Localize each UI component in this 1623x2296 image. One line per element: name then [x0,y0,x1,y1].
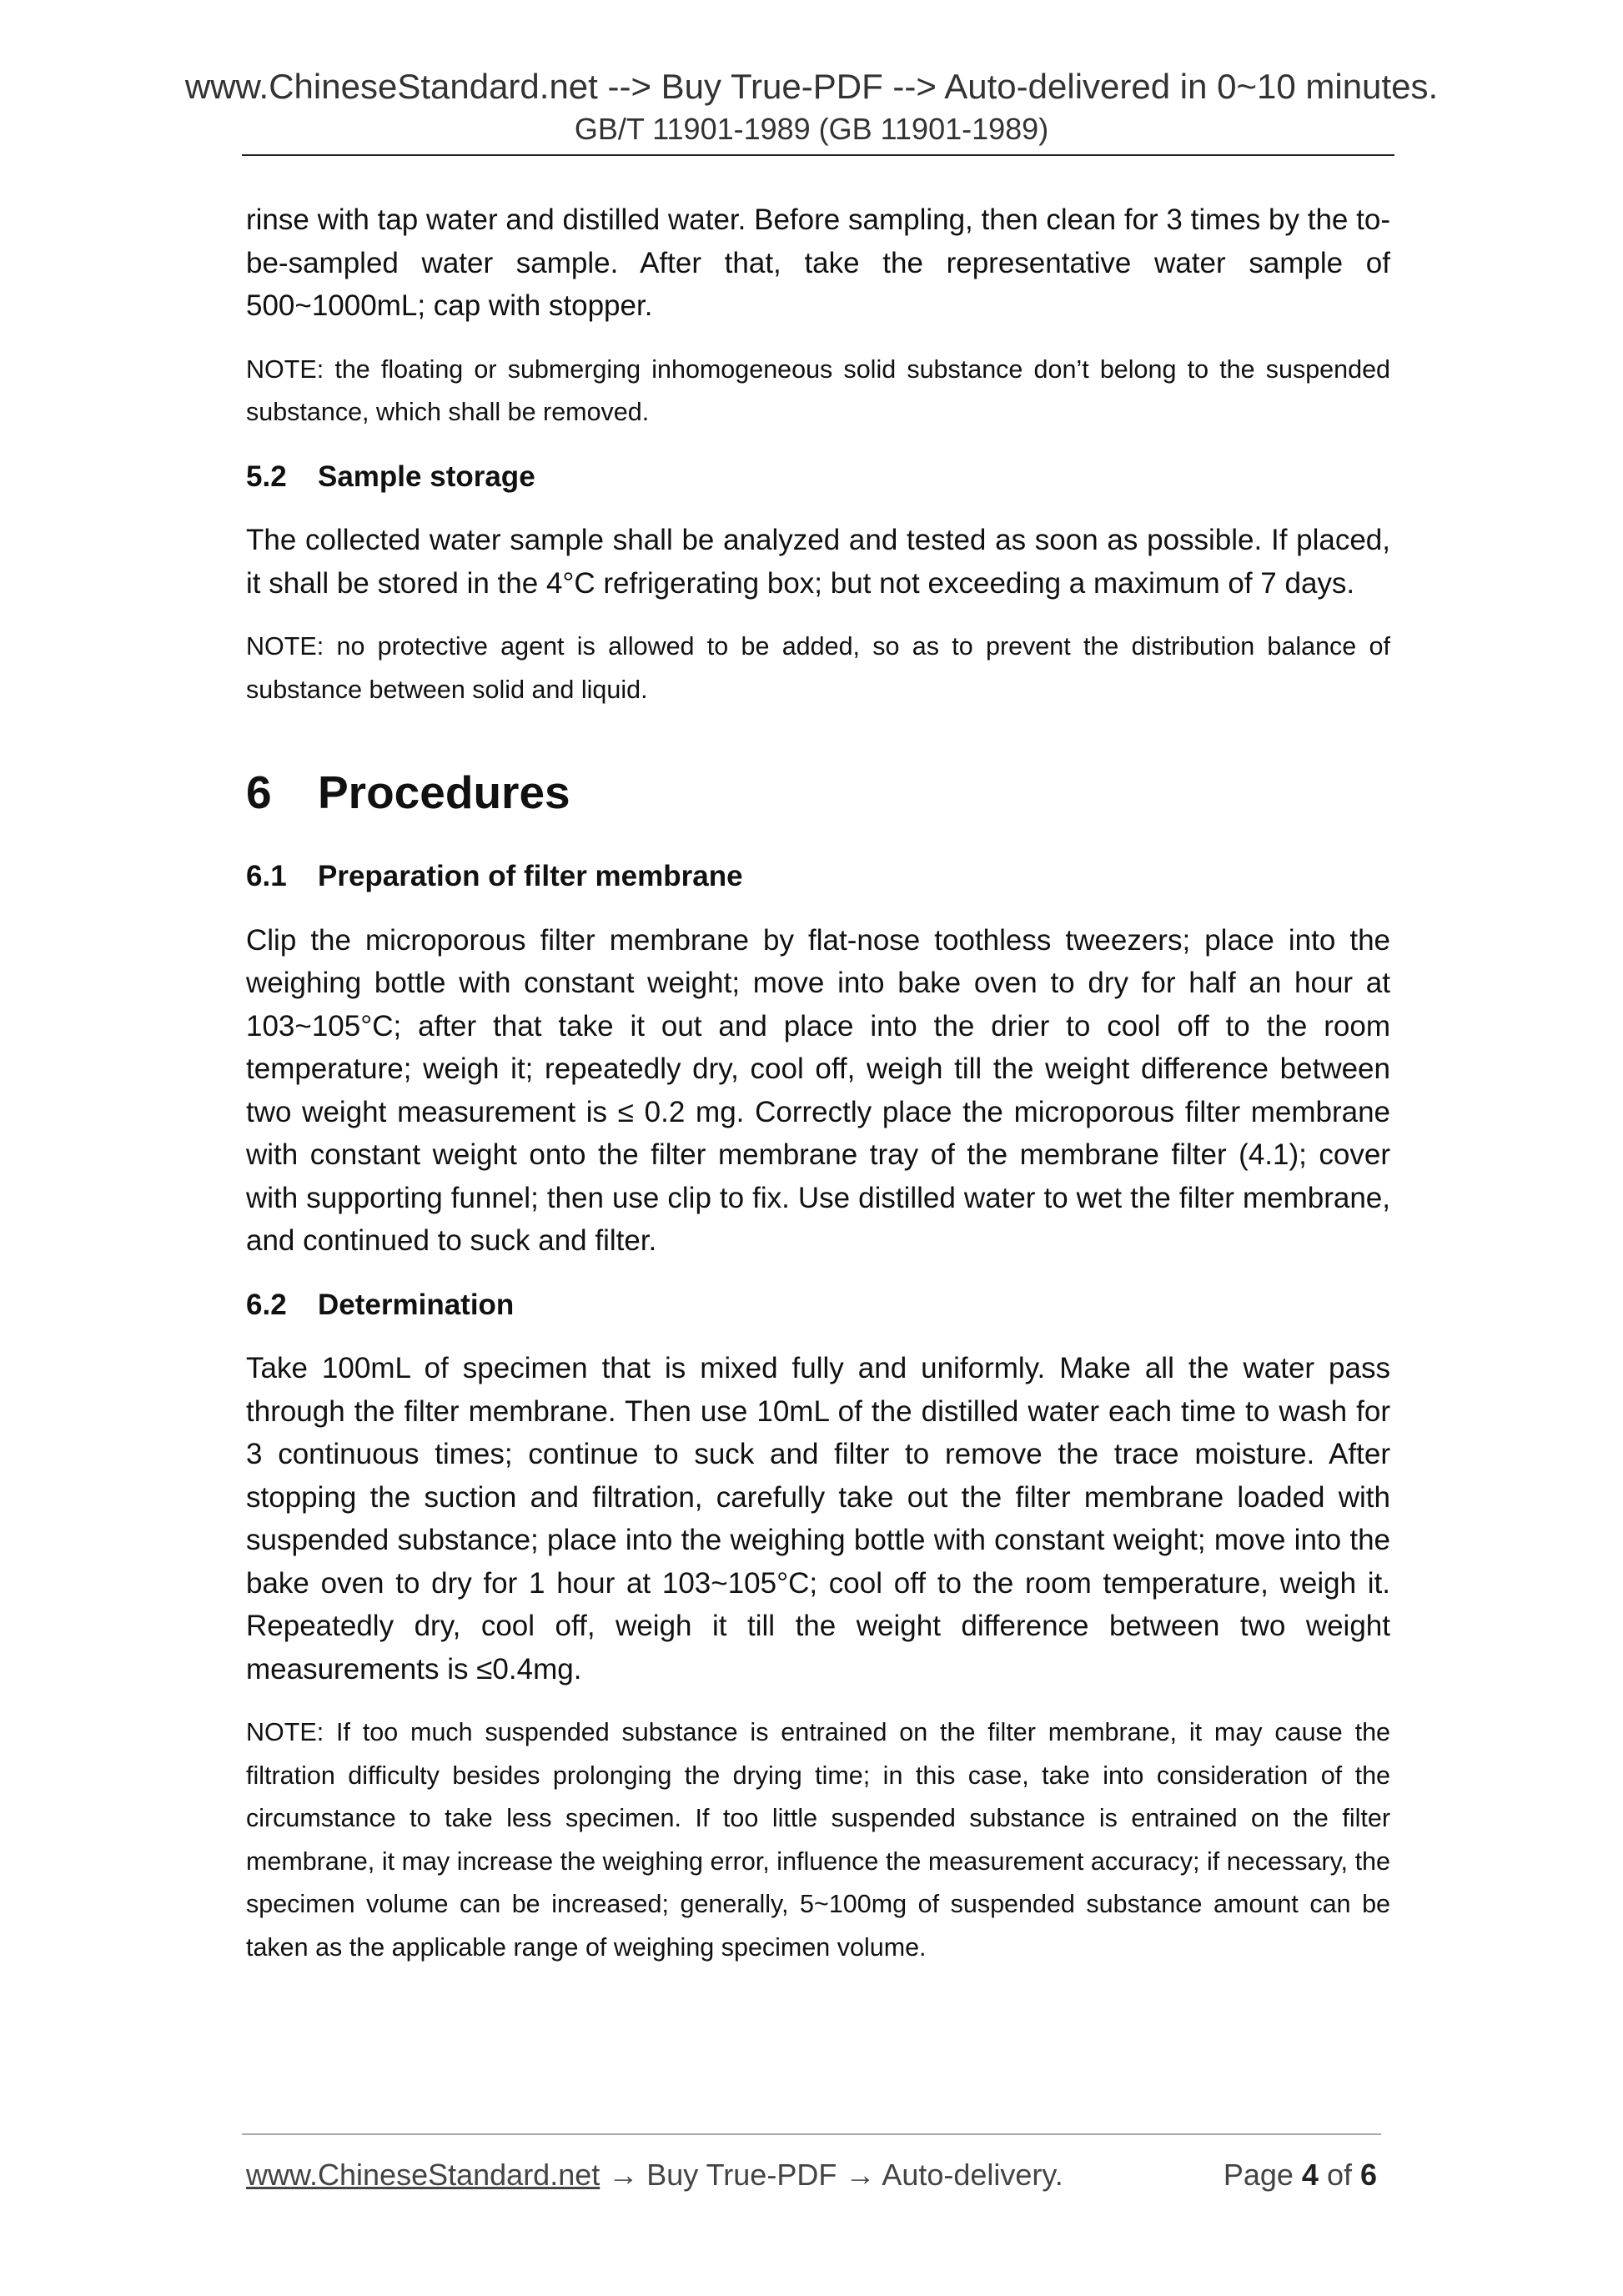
footer-tagline: → Buy True-PDF → Auto-delivery. [600,2158,1063,2192]
paragraph-sample-storage: The collected water sample shall be analyzed and tested as soon as possible. If placed, it shall be stored in the 4°C refrigerating box; but not exceeding a maximum of 7 days. [246,524,1390,600]
chapter-number: 6 [246,766,272,818]
note-floating-substance: NOTE: the floating or submerging inhomogeneous solid substance don’t belong to the suspended substance, which shall be removed. [246,354,1390,426]
section-number: 5.2 [246,460,287,493]
page-header [0,65,1623,148]
footer-divider [242,2133,1381,2135]
note-suspended-substance-amount: NOTE: If too much suspended substance is entrained on the filter membrane, it may cause the filtration difficulty besides prolonging the drying time; in this case, take into consideration of the circumstance to take less specimen. If too little suspended substance is entrained on the filter membrane, it may increase the weighing error, influence the measurement accuracy; if necessary, the specimen volume can be increased; generally, 5~100mg of suspended substance amount can be taken as the applicable range of weighing specimen volume. [246,1718,1390,1962]
section-number: 6.1 [246,860,287,892]
note-protective-agent: NOTE: no protective agent is allowed to be added, so as to prevent the distribution balance of substance between solid and liquid. [246,632,1390,704]
paragraph-filter-membrane-preparation: Clip the microporous filter membrane by flat-nose toothless tweezers; place into the weighing bottle with constant weight; move into bake oven to dry for half an hour at 103~105°C; after that take it out and place into the drier to cool off to the room temperature; weigh it; repeatedly dry, cool off, weigh till the weight difference between two weight measurement is ≤ 0.2 mg. Correctly place the microporous filter membrane with constant weight onto the filter membrane tray of the membrane filter (4.1); cover with supporting funnel; then use clip to fix. Use distilled water to wet the filter membrane, and continued to suck and filter. [246,923,1390,1257]
section-heading-6-2 [246,1284,1390,1327]
paragraph-sampling-rinse: rinse with tap water and distilled water. Before sampling, then clean for 3 times by the to-be-sampled water sample. After that, take the representative water sample of 500~1000mL; cap with stopper. [246,203,1390,322]
page-number: Page 4 of 6 [1223,2158,1377,2192]
header-site-banner: www.ChineseStandard.net --> Buy True-PDF --> Auto-delivered in 0~10 minutes. [184,67,1439,106]
section-title: Sample storage [318,460,535,493]
chapter-heading-6 [246,763,1390,821]
section-title: Preparation of filter membrane [318,860,743,892]
document-body [246,198,1390,1969]
header-divider [242,154,1394,156]
total-pages: 6 [1359,2158,1377,2192]
current-page: 4 [1301,2158,1319,2192]
footer-site-link[interactable]: www.ChineseStandard.net [246,2158,600,2192]
paragraph-determination: Take 100mL of specimen that is mixed fully and uniformly. Make all the water pass through the filter membrane. Then use 10mL of the distilled water each time to wash for 3 continuous times; continue to suck and filter to remove the trace moisture. After stopping the suction and filtration, carefully take out the filter membrane loaded with suspended substance; place into the weighing bottle with constant weight; move into the bake oven to dry for 1 hour at 103~105°C; cool off to the room temperature, weigh it. Repeatedly dry, cool off, weigh it till the weight difference between two weight measurements is ≤0.4mg. [246,1352,1390,1686]
header-standard-number: GB/T 11901-1989 (GB 11901-1989) [574,112,1049,146]
section-heading-5-2 [246,455,1390,499]
section-heading-6-1 [246,855,1390,898]
page-footer [246,2156,1377,2194]
chapter-title: Procedures [318,766,570,818]
section-number: 6.2 [246,1288,287,1321]
footer-text [246,2156,1063,2194]
section-title: Determination [318,1288,515,1321]
